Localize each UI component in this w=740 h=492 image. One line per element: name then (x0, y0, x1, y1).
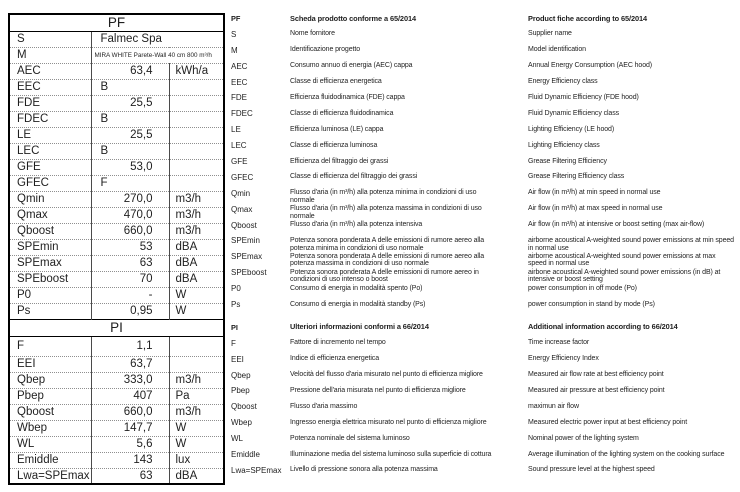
spec-code: WL (9, 436, 91, 452)
spec-row-lec (9, 143, 224, 159)
legend-desc-it: Classe di efficienza fluidodinamica (290, 109, 394, 117)
legend-code: EEC (231, 77, 248, 87)
spec-row-fde (9, 95, 224, 111)
spec-row-aec (9, 63, 224, 79)
legend-row-spemax (231, 251, 740, 267)
legend-row-qmin (231, 188, 740, 204)
pi-section-header-row (9, 319, 224, 336)
spec-unit (169, 175, 224, 191)
legend-code: SPEmin (231, 236, 260, 246)
spec-unit (169, 143, 224, 159)
spec-code: Emiddle (9, 452, 91, 468)
spec-value: 270,0 (91, 191, 169, 207)
spec-value: 70 (91, 271, 169, 287)
legend-desc-en: Nominal power of the lighting system (528, 434, 639, 442)
legend-row-m (231, 45, 740, 61)
legend-desc-it: Efficienza luminosa (LE) cappa (290, 125, 384, 133)
legend-desc-en: Grease Filtering Efficiency class (528, 173, 625, 181)
legend-desc-en: airbone acoustical A-weighted sound power emissions (in dB) at intensive or boost setting (528, 268, 721, 284)
spec-row-lwa-spemax (9, 468, 224, 484)
legend-desc-en: Model identification (528, 46, 586, 54)
legend-code: GFEC (231, 172, 254, 182)
legend-code: FDE (231, 93, 247, 103)
legend-desc-en: airborne acoustical A-weighted sound power emissions at max speed in normal use (528, 252, 716, 268)
spec-unit: W (169, 287, 224, 303)
spec-row-gfe (9, 159, 224, 175)
legend-code: EEI (231, 354, 244, 364)
legend-code: Ps (231, 300, 241, 310)
spec-unit: dBA (169, 271, 224, 287)
legend-code: Qmax (231, 204, 253, 214)
legend-row-p0 (231, 283, 740, 299)
legend-row-spemin (231, 235, 740, 251)
legend-code: M (231, 45, 238, 55)
legend-desc-en: Lighting Efficiency class (528, 141, 600, 149)
legend-desc-it: Flusso d'aria (in m³/h) alla potenza intensiva (290, 221, 423, 229)
legend-row-emiddle (231, 449, 740, 465)
spec-unit (169, 356, 224, 372)
spec-code: SPEmin (9, 239, 91, 255)
legend-code: Qboost (231, 220, 257, 230)
spec-row-wl (9, 436, 224, 452)
legend-desc-it: Classe di efficienza energetica (290, 78, 382, 86)
legend-desc-en: Sound pressure level at the highest speed (528, 466, 655, 474)
spec-value: 53 (91, 239, 169, 255)
spec-code: Qmin (9, 191, 91, 207)
legend-desc-it: Classe di efficienza luminosa (290, 141, 378, 149)
spec-unit: m3/h (169, 372, 224, 388)
spec-value: 25,5 (91, 95, 169, 111)
spec-row-fdec (9, 111, 224, 127)
spec-value: B (91, 143, 169, 159)
legend-desc-en: airborne acoustical A-weighted sound power emissions at min speed in normal use (528, 236, 734, 252)
spec-value: F (91, 175, 169, 191)
legend-desc-en: Air flow (in m³/h) at min speed in normal use (528, 189, 661, 197)
legend-desc-en: Measured electric power input at best efficiency point (528, 418, 688, 426)
spec-value: 25,5 (91, 127, 169, 143)
spec-unit: m3/h (169, 191, 224, 207)
legend-row-eec (231, 77, 740, 93)
spec-value: 53,0 (91, 159, 169, 175)
legend-desc-it: Pressione dell'aria misurata nel punto di efficienza migliore (290, 386, 466, 394)
legend-desc-en: Supplier name (528, 30, 572, 38)
spec-unit: W (169, 303, 224, 319)
spec-row-qmax (9, 207, 224, 223)
legend-code: Lwa=SPEmax (231, 465, 282, 475)
legend-desc-it: Scheda prodotto conforme a 65/2014 (290, 13, 416, 23)
spec-unit (169, 111, 224, 127)
legend-code: GFE (231, 157, 248, 167)
legend-code: Qbep (231, 370, 251, 380)
pi-section-title: PI (9, 319, 224, 336)
legend-row-gfec (231, 172, 740, 188)
spec-row-qmin (9, 191, 224, 207)
legend-desc-it: Nome fornitore (290, 30, 335, 38)
spec-row-eei (9, 356, 224, 372)
legend-row-qboost (231, 220, 740, 236)
spec-unit: W (169, 420, 224, 436)
spec-unit (169, 336, 224, 356)
spec-row-gfec (9, 175, 224, 191)
spec-value: 470,0 (91, 207, 169, 223)
spec-value: MIRA WHITE Parete-Wall 40 cm 800 m³/h (91, 47, 224, 63)
legend-desc-en: Average illumination of the lighting system on the cooking surface (528, 450, 725, 458)
spec-code: FDE (9, 95, 91, 111)
legend-desc-en: Annual Energy Consumption (AEC hood) (528, 62, 653, 70)
spec-code: F (9, 336, 91, 356)
legend-desc-it: Flusso d'aria massimo (290, 402, 358, 410)
legend-desc-en: Fluid Dynamic Efficiency class (528, 109, 620, 117)
legend-section-gap (231, 315, 740, 322)
legend-desc-en: power consumption in off mode (Po) (528, 284, 637, 292)
legend-row-gfe (231, 156, 740, 172)
legend-desc-it: Potenza nominale del sistema luminoso (290, 434, 410, 442)
legend-desc-it: Consumo annuo di energia (AEC) cappa (290, 62, 413, 70)
spec-tables-panel (8, 13, 225, 485)
spec-code: Lwa=SPEmax (9, 468, 91, 484)
spec-code: P0 (9, 287, 91, 303)
spec-value: 407 (91, 388, 169, 404)
spec-code: S (9, 31, 91, 47)
legend-desc-en: Lighting Efficiency (LE hood) (528, 125, 615, 133)
legend-desc-en: Product fiche according to 65/2014 (528, 13, 647, 23)
spec-row-wbep (9, 420, 224, 436)
legend-desc-en: Measured air pressure at best efficiency point (528, 386, 665, 394)
spec-code: Ps (9, 303, 91, 319)
legend-code: LE (231, 125, 241, 135)
spec-row-ps (9, 303, 224, 319)
spec-unit (169, 79, 224, 95)
spec-row-m (9, 47, 224, 63)
legend-row-eei (231, 354, 740, 370)
legend-panel (231, 13, 740, 481)
spec-code: LE (9, 127, 91, 143)
spec-value: B (91, 79, 169, 95)
legend-desc-en: Time increase factor (528, 339, 590, 347)
legend-code: SPEmax (231, 252, 263, 262)
legend-desc-en: power consumption in stand by mode (Ps) (528, 300, 655, 308)
legend-row-wl (231, 433, 740, 449)
legend-row-wbep (231, 417, 740, 433)
spec-code: Qboost (9, 223, 91, 239)
spec-row-spemin (9, 239, 224, 255)
spec-code: EEC (9, 79, 91, 95)
spec-unit: m3/h (169, 207, 224, 223)
spec-unit: m3/h (169, 404, 224, 420)
spec-unit (169, 127, 224, 143)
legend-row-pi (231, 322, 740, 338)
legend-code: PI (231, 322, 238, 332)
legend-code: FDEC (231, 109, 253, 119)
spec-value: 143 (91, 452, 169, 468)
legend-desc-it: Flusso d'aria (in m³/h) alla potenza minima in condizioni di uso normale (290, 189, 477, 204)
spec-value: 63,4 (91, 63, 169, 79)
spec-code: AEC (9, 63, 91, 79)
legend-row-ps (231, 299, 740, 315)
legend-desc-en: Energy Efficiency class (528, 78, 598, 86)
legend-row-lwa-spemax (231, 465, 740, 481)
legend-pf-section (231, 13, 740, 315)
spec-value: 660,0 (91, 223, 169, 239)
legend-row-fdec (231, 108, 740, 124)
spec-value: 147,7 (91, 420, 169, 436)
spec-row-pbep (9, 388, 224, 404)
spec-value: 333,0 (91, 372, 169, 388)
spec-code: Qbep (9, 372, 91, 388)
legend-row-fde (231, 92, 740, 108)
spec-value: 63 (91, 255, 169, 271)
legend-row-qmax (231, 204, 740, 220)
spec-code: GFE (9, 159, 91, 175)
legend-desc-it: Ingresso energia elettrica misurato nel punto di efficienza migliore (290, 418, 487, 426)
legend-desc-en: Grease Filtering Efficiency (528, 157, 607, 165)
legend-row-pbep (231, 385, 740, 401)
spec-row-s (9, 31, 224, 47)
legend-desc-it: Flusso d'aria (in m³/h) alla potenza massima in condizioni di uso normale (290, 205, 482, 220)
spec-code: M (9, 47, 91, 63)
legend-row-aec (231, 61, 740, 77)
legend-desc-it: Livello di pressione sonora alla potenza massima (290, 466, 438, 474)
spec-row-qboost (9, 404, 224, 420)
spec-unit: m3/h (169, 223, 224, 239)
spec-value: 5,6 (91, 436, 169, 452)
legend-row-qboost (231, 401, 740, 417)
legend-code: Qboost (231, 402, 257, 412)
spec-row-emiddle (9, 452, 224, 468)
legend-row-qbep (231, 370, 740, 386)
spec-code: EEI (9, 356, 91, 372)
spec-value: 0,95 (91, 303, 169, 319)
legend-desc-it: Potenza sonora ponderata A delle emissioni di rumore aereo alla potenza massima in condizioni di uso normale (290, 252, 485, 268)
legend-desc-en: maximun air flow (528, 402, 579, 410)
spec-code: SPEmax (9, 255, 91, 271)
spec-unit: Pa (169, 388, 224, 404)
legend-desc-it: Illuminazione media del sistema luminoso sulla superficie di cottura (290, 450, 492, 458)
legend-row-pf (231, 13, 740, 29)
legend-desc-en: Measured air flow rate at best efficiency point (528, 371, 664, 379)
legend-code: Wbep (231, 418, 252, 428)
spec-value: B (91, 111, 169, 127)
legend-row-speboost (231, 267, 740, 283)
spec-row-spemax (9, 255, 224, 271)
legend-desc-it: Potenza sonora ponderata A delle emissioni di rumore aereo in condizioni di uso intenso o boost (290, 268, 479, 284)
legend-desc-it: Efficienza fluidodinamica (FDE) cappa (290, 93, 405, 101)
legend-code: WL (231, 434, 243, 444)
spec-code: Wbep (9, 420, 91, 436)
spec-row-qbep (9, 372, 224, 388)
legend-row-le (231, 124, 740, 140)
spec-code: Qboost (9, 404, 91, 420)
legend-row-f (231, 338, 740, 354)
spec-unit (169, 159, 224, 175)
spec-row-p0 (9, 287, 224, 303)
legend-code: SPEboost (231, 268, 267, 278)
legend-desc-it: Consumo di energia in modalità standby (Ps) (290, 300, 426, 308)
legend-desc-it: Efficienza del filtraggio dei grassi (290, 157, 389, 165)
spec-value: Falmec Spa (100, 33, 162, 45)
spec-code: SPEboost (9, 271, 91, 287)
legend-desc-it: Classe di efficienza del filtraggio dei grassi (290, 173, 418, 181)
spec-code: LEC (9, 143, 91, 159)
spec-unit: W (169, 436, 224, 452)
legend-row-s (231, 29, 740, 45)
spec-row-eec (9, 79, 224, 95)
spec-row-qboost (9, 223, 224, 239)
spec-unit (169, 95, 224, 111)
legend-desc-en: Energy Efficiency Index (528, 355, 599, 363)
legend-code: Pbep (231, 386, 250, 396)
spec-unit: dBA (169, 239, 224, 255)
legend-desc-it: Ulteriori informazioni conformi a 66/2014 (290, 322, 429, 332)
legend-code: LEC (231, 141, 247, 151)
legend-desc-en: Additional information according to 66/2014 (528, 322, 678, 332)
spec-value: 63,7 (91, 356, 169, 372)
legend-row-lec (231, 140, 740, 156)
spec-value: 63 (91, 468, 169, 484)
legend-desc-en: Fluid Dynamic Efficiency (FDE hood) (528, 93, 639, 101)
spec-code: GFEC (9, 175, 91, 191)
legend-desc-it: Consumo di energia in modalità spento (Po) (290, 284, 423, 292)
spec-row-speboost (9, 271, 224, 287)
spec-row-f (9, 336, 224, 356)
pf-section-header-row (9, 14, 224, 31)
spec-unit: lux (169, 452, 224, 468)
legend-code: F (231, 338, 236, 348)
spec-unit: dBA (169, 255, 224, 271)
spec-row-le (9, 127, 224, 143)
legend-code: S (231, 29, 237, 39)
legend-code: Emiddle (231, 450, 260, 460)
spec-value: 1,1 (136, 340, 153, 352)
legend-desc-it: Velocità del flusso d'aria misurato nel punto di efficienza migliore (290, 371, 483, 379)
spec-code: Qmax (9, 207, 91, 223)
spec-code: FDEC (9, 111, 91, 127)
spec-value: - (91, 287, 169, 303)
pf-section-title: PF (9, 14, 224, 31)
legend-desc-it: Indice di efficienza energetica (290, 355, 379, 363)
legend-desc-it: Fattore di incremento nel tempo (290, 339, 386, 347)
legend-code: AEC (231, 61, 248, 71)
spec-value: 660,0 (91, 404, 169, 420)
legend-desc-it: Potenza sonora ponderata A delle emissioni di rumore aereo alla potenza minima in condizioni di uso normale (290, 236, 485, 252)
legend-code: Qmin (231, 188, 251, 198)
spec-unit: kWh/a (169, 63, 224, 79)
legend-code: PF (231, 14, 241, 23)
legend-desc-en: Air flow (in m³/h) at max speed in normal use (528, 205, 663, 213)
legend-pi-section (231, 322, 740, 481)
spec-table (8, 13, 225, 485)
legend-desc-it: Identificazione progetto (290, 46, 360, 54)
legend-code: P0 (231, 284, 241, 294)
spec-code: Pbep (9, 388, 91, 404)
spec-unit: dBA (169, 468, 224, 484)
legend-desc-en: Air flow (in m³/h) at intensive or boost setting (max air-flow) (528, 221, 705, 229)
